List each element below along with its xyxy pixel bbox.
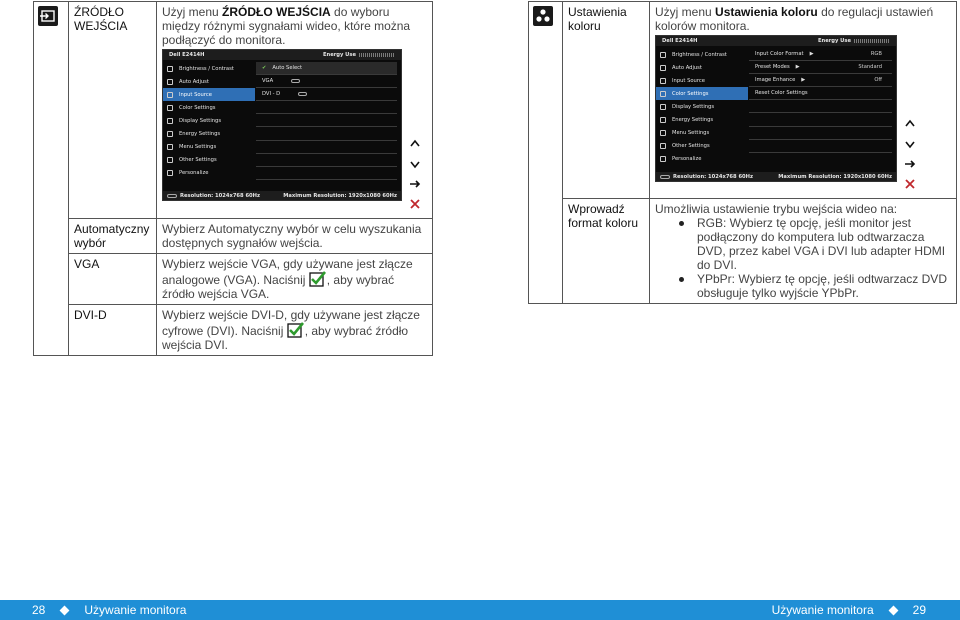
exit-x-icon: [903, 177, 917, 191]
osd-subitem: ✔ Auto Select: [256, 62, 397, 75]
footer-section-left: Używanie monitora: [84, 603, 187, 617]
footer-right: [772, 603, 926, 617]
menu-name: ŹRÓDŁO WEJŚCIA: [69, 2, 157, 219]
osd-model: Dell E2414H: [169, 52, 205, 58]
osd-submenu: [749, 48, 892, 153]
osd-resolution: Resolution: 1024x768 60Hz: [673, 173, 754, 180]
option-description: [650, 199, 957, 304]
input-source-icon: [38, 6, 58, 26]
osd-energy-label: Energy Use: [322, 52, 356, 58]
osd-screenshot: [655, 35, 897, 182]
color-settings-icon: [533, 6, 553, 26]
input-source-icon-cell: [34, 2, 69, 356]
checkmark-icon: [287, 322, 305, 338]
page-number-right: 29: [912, 603, 926, 617]
page-footer: [0, 600, 960, 620]
down-arrow-icon: [408, 157, 422, 171]
osd-menu-item: Energy Settings: [656, 113, 748, 126]
option-name: Wprowadź format koloru: [563, 199, 650, 304]
format-intro: Umożliwia ustawienie trybu wejścia wideo na:: [655, 202, 898, 216]
osd-menu-item: Personalize: [656, 153, 748, 166]
menu-description: Użyj menu ŹRÓDŁO WEJŚCIA do wyboru między różnymi sygnałami wideo, które można podłączyć do monitora. Dell E2414H Energy Use Brightness / Contrast Auto Adjust Input Source Color Settings Display Settings Energy Settings Menu Settings Other Settings Personalize ✔ Auto Select VGA DVI - D Resolution: 1024x768 60Hz Maximum Resolution: 1920x1080 60Hz: [157, 2, 433, 219]
osd-model: Dell E2414H: [662, 38, 698, 44]
osd-menu-item-selected: Input Source: [163, 88, 255, 101]
osd-menu-item: Display Settings: [656, 100, 748, 113]
osd-subitem: Image Enhance ▶ Off: [749, 74, 892, 87]
osd-menu: [163, 62, 255, 180]
osd-max-resolution: Maximum Resolution: 1920x1080 60Hz: [778, 173, 892, 180]
osd-menu-item: Color Settings: [163, 101, 255, 114]
up-arrow-icon: [903, 117, 917, 131]
osd-keys: [903, 117, 917, 191]
option-description: Wybierz wejście DVI-D, gdy używane jest złącze cyfrowe (DVI). Naciśnij , aby wybrać źródło wejścia DVI.: [157, 305, 433, 356]
exit-x-icon: [408, 197, 422, 211]
option-description: Wybierz wejście VGA, gdy używane jest złącze analogowe (VGA). Naciśnij , aby wybrać źródło wejścia VGA.: [157, 254, 433, 305]
osd-menu-item: Personalize: [163, 167, 255, 180]
diamond-icon: [60, 605, 70, 615]
osd-menu-item: Other Settings: [656, 140, 748, 153]
menu-description: Użyj menu Ustawienia koloru do regulacji ustawień kolorów monitora. Dell E2414H Energy Use Brightness / Contrast Auto Adjust Input Source Color Settings Display Settings Energy Settings Menu Settings Other Settings Personalize Input Color Format ▶ RGB Preset Modes ▶ Standard Image Enhance ▶ Off Reset Color Settings Resolution: 1024x768 60Hz Maximum Resolution: 1920x1080 60Hz: [650, 2, 957, 199]
osd-menu-item: Input Source: [656, 74, 748, 87]
osd-energy-label: Energy Use: [817, 38, 851, 44]
energy-meter: [854, 39, 890, 43]
color-settings-table: [528, 1, 957, 304]
osd-menu-item: Auto Adjust: [656, 61, 748, 74]
osd-menu-item: Display Settings: [163, 114, 255, 127]
checkmark-icon: [309, 271, 327, 287]
osd-submenu: [256, 62, 397, 180]
menu-name-bold: ŹRÓDŁO WEJŚCIA: [222, 5, 331, 19]
color-settings-icon-cell: [529, 2, 563, 304]
osd-keys: [408, 137, 422, 211]
input-source-table: [33, 1, 433, 356]
osd-subitem: Input Color Format ▶ RGB: [749, 48, 892, 61]
menu-name-bold: Ustawienia koloru: [715, 5, 818, 19]
osd-max-resolution: Maximum Resolution: 1920x1080 60Hz: [283, 192, 397, 199]
osd-subitem: DVI - D: [256, 88, 397, 101]
osd-menu-item-selected: Color Settings: [656, 87, 748, 100]
osd-resolution: Resolution: 1024x768 60Hz: [180, 192, 261, 199]
option-description: Wybierz Automatyczny wybór w celu wyszukania dostępnych sygnałów wejścia.: [157, 219, 433, 254]
diamond-icon: [888, 605, 898, 615]
osd-menu: [656, 48, 748, 166]
option-name: Automatyczny wybór: [69, 219, 157, 254]
footer-section-right: Używanie monitora: [771, 603, 874, 617]
energy-meter: [359, 53, 395, 57]
osd-subitem: Reset Color Settings: [749, 87, 892, 100]
list-item: RGB: Wybierz tę opcję, jeśli monitor jest podłączony do komputera lub odtwarzacza DVD, przez kabel VGA i DVI lub adapter HDMI do DVI.: [675, 216, 951, 272]
osd-subitem: VGA: [256, 75, 397, 88]
osd-menu-item: Menu Settings: [163, 141, 255, 154]
page-number-left: 28: [32, 603, 46, 617]
up-arrow-icon: [408, 137, 422, 151]
footer-left: [32, 603, 186, 617]
down-arrow-icon: [903, 137, 917, 151]
menu-name: Ustawienia koloru: [563, 2, 650, 199]
osd-subitem: Preset Modes ▶ Standard: [749, 61, 892, 74]
format-list: [675, 216, 951, 300]
option-name: VGA: [69, 254, 157, 305]
osd-menu-item: Other Settings: [163, 154, 255, 167]
list-item: YPbPr: Wybierz tę opcję, jeśli odtwarzacz DVD obsługuje tylko wyjście YPbPr.: [675, 272, 951, 300]
osd-menu-item: Menu Settings: [656, 127, 748, 140]
osd-menu-item: Energy Settings: [163, 127, 255, 140]
option-name: DVI-D: [69, 305, 157, 356]
enter-arrow-icon: [408, 177, 422, 191]
osd-screenshot: [162, 49, 402, 201]
enter-arrow-icon: [903, 157, 917, 171]
osd-menu-item: Brightness / Contrast: [163, 62, 255, 75]
osd-menu-item: Brightness / Contrast: [656, 48, 748, 61]
osd-menu-item: Auto Adjust: [163, 75, 255, 88]
